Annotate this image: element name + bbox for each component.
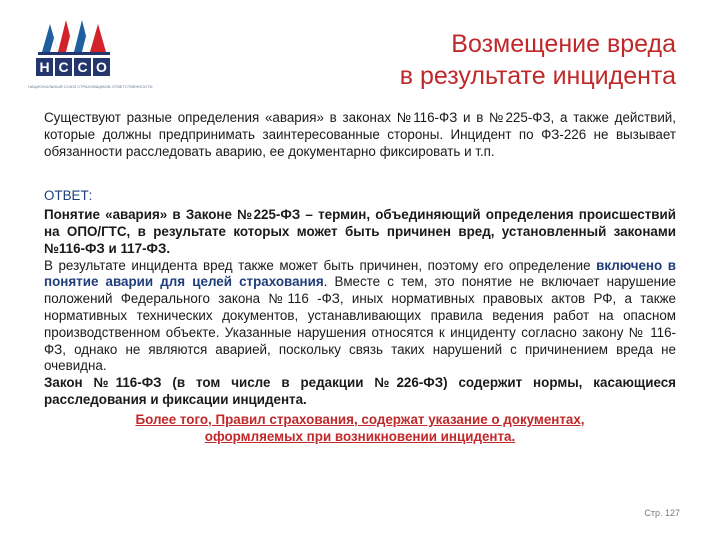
page-title bbox=[256, 28, 676, 92]
answer-paragraph-3: Закон №116-ФЗ (в том числе в редакции №226-ФЗ) содержит нормы, касающиеся расследования и фиксации инцидента. bbox=[44, 375, 676, 407]
svg-text:О: О bbox=[96, 59, 107, 75]
red-note-line-1: Более того, Правил страхования, содержат указание о документах, bbox=[135, 411, 585, 427]
answer-paragraph-1: Понятие «авария» в Законе №225-ФЗ – термин, объединяющий определения происшествий на ОПО/ГТС, в результате которых может быть причинен вред, установленный законами №116-ФЗ и 117-ФЗ. bbox=[44, 207, 676, 256]
intro-paragraph: Существуют разные определения «авария» в законах №116-ФЗ и в №225-ФЗ, а также действий, которые должны предпринимать заинтересованные стороны. Инцидент по ФЗ-226 не вызывает обязанности расследовать аварию, ее документарно фиксировать и т.п. bbox=[44, 110, 676, 159]
logo-graphic bbox=[28, 16, 126, 84]
svg-text:С: С bbox=[58, 59, 69, 75]
logo-tagline: НАЦИОНАЛЬНЫЙ СОЮЗ СТРАХОВЩИКОВ ОТВЕТСТВЕННОСТИ bbox=[28, 84, 153, 89]
answer-label: ОТВЕТ: bbox=[44, 188, 93, 204]
answer-p2-start: В результате инцидента вред также может быть причинен, поэтому его определение bbox=[44, 257, 597, 273]
page-number: Стр. 127 bbox=[644, 508, 680, 518]
answer-p2-emphasis: включено в понятие аварии для целей страхования bbox=[44, 257, 676, 290]
svg-text:С: С bbox=[77, 59, 88, 75]
title-line-2: в результате инцидента bbox=[399, 62, 676, 90]
svg-text:Н: Н bbox=[39, 59, 50, 75]
title-line-1: Возмещение вреда bbox=[451, 30, 676, 58]
nsso-logo bbox=[28, 16, 153, 96]
answer-paragraph-2 bbox=[44, 258, 676, 376]
red-note bbox=[44, 411, 676, 445]
red-note-line-2: оформляемых при возникновении инцидента. bbox=[204, 428, 516, 444]
answer-p2-end: . Вместе с тем, это понятие не включает нарушение положений Федерального закона №116 -ФЗ, иных нормативных правовых актов РФ, а также нормативных технических документов, устанавливающих правила ведения работ на опасном производственном объекте. Указанные нарушения относятся к инциденту согласно закону № 116-ФЗ, однако не являются аварией, поскольку связь таких нарушений с причинением вреда не очевидна. bbox=[44, 274, 676, 374]
content-body bbox=[44, 110, 676, 445]
